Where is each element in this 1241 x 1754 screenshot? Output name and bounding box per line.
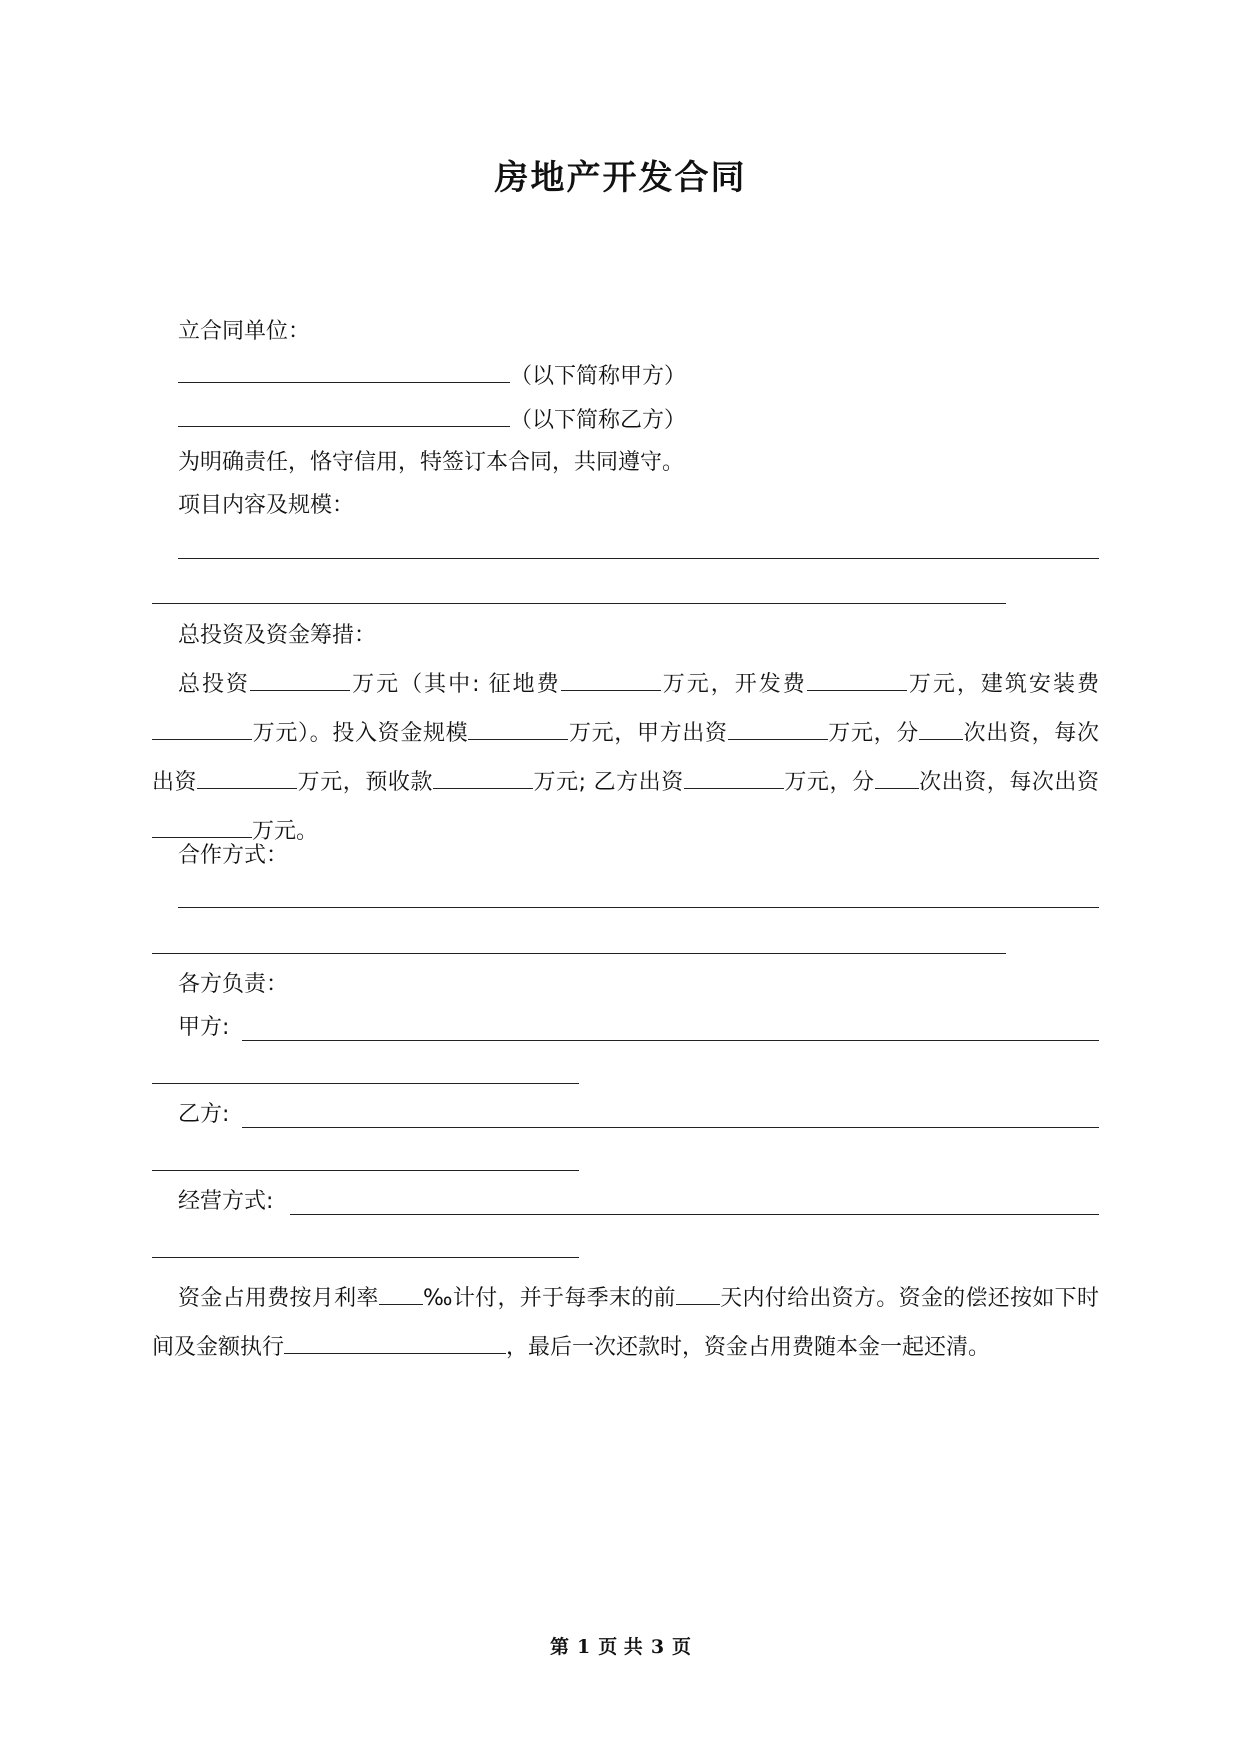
capital-fee-paragraph <box>152 1274 1099 1372</box>
party-b-installments-blank[interactable] <box>875 764 919 789</box>
monthly-rate-blank[interactable] <box>379 1280 423 1305</box>
party-a-responsibility-label: 甲方: <box>178 1015 230 1040</box>
investment-text: 万元，预收款 <box>297 770 433 795</box>
party-a-suffix: （以下简称甲方） <box>510 364 687 389</box>
party-b-capital-blank[interactable] <box>684 764 784 789</box>
days-blank[interactable] <box>676 1280 720 1305</box>
party-a-blank[interactable] <box>178 358 510 383</box>
party-a-line <box>178 358 686 393</box>
party-a-each-installment-blank[interactable] <box>197 764 297 789</box>
page-number-mid: 页 共 <box>598 1636 643 1658</box>
party-b-responsibility-label: 乙方: <box>178 1102 230 1127</box>
project-blank-line-2[interactable] <box>152 603 1006 604</box>
total-pages: 3 <box>650 1636 665 1658</box>
investment-text: 万元，建筑安装费 <box>906 672 1099 697</box>
fee-text: 天内付给出资方。资金的偿还按如下时间及金额执行 <box>152 1286 1099 1360</box>
cooperation-blank-line-1[interactable] <box>178 907 1099 908</box>
operation-blank-2[interactable] <box>152 1257 579 1258</box>
page-number-prefix: 第 <box>549 1636 569 1658</box>
investment-text: 总投资 <box>178 672 251 697</box>
investment-text: 次出资，每次出资 <box>918 770 1099 795</box>
land-fee-blank[interactable] <box>561 666 661 691</box>
party-a-responsibility-blank-1[interactable] <box>242 1040 1099 1041</box>
party-b-each-installment-blank[interactable] <box>152 813 252 838</box>
project-blank-line-1[interactable] <box>178 558 1099 559</box>
investment-text: 万元）。投入资金规模 <box>252 721 469 746</box>
responsibility-label: 各方负责： <box>178 972 289 997</box>
investment-text: 万元（其中: 征地费 <box>350 672 561 697</box>
advance-payment-blank[interactable] <box>433 764 533 789</box>
page-number <box>0 1632 1241 1659</box>
investment-text: 万元。 <box>252 819 319 844</box>
party-a-responsibility-blank-2[interactable] <box>152 1083 579 1084</box>
investment-text: 万元，分 <box>783 770 875 795</box>
party-a-capital-blank[interactable] <box>728 715 828 740</box>
investment-paragraph <box>152 660 1099 856</box>
party-a-installments-blank[interactable] <box>919 715 963 740</box>
page-number-suffix: 页 <box>672 1636 692 1658</box>
operation-label: 经营方式: <box>178 1189 274 1214</box>
investment-text: 万元，甲方出资 <box>568 721 728 746</box>
investment-scale-blank[interactable] <box>468 715 568 740</box>
current-page: 1 <box>576 1636 591 1658</box>
party-b-suffix: （以下简称乙方） <box>510 408 687 433</box>
cooperation-label: 合作方式： <box>178 843 289 868</box>
purpose-statement: 为明确责任，恪守信用，特签订本合同，共同遵守。 <box>178 450 685 475</box>
document-title: 房地产开发合同 <box>494 158 747 198</box>
project-label: 项目内容及规模： <box>178 493 355 518</box>
development-fee-blank[interactable] <box>807 666 907 691</box>
operation-blank-1[interactable] <box>290 1214 1099 1215</box>
investment-text: 万元，分 <box>827 721 919 746</box>
investment-label: 总投资及资金筹措： <box>178 623 377 648</box>
fee-text: ，最后一次还款时，资金占用费随本金一起还清。 <box>506 1335 991 1360</box>
cooperation-blank-line-2[interactable] <box>152 953 1006 954</box>
party-b-responsibility-blank-1[interactable] <box>242 1127 1099 1128</box>
investment-text: 次出资，每次出资 <box>152 721 1099 795</box>
investment-text: 万元，开发费 <box>660 672 807 697</box>
repayment-schedule-blank[interactable] <box>284 1329 506 1354</box>
fee-text: ‰计付，并于每季末的前 <box>422 1286 676 1311</box>
fee-text: 资金占用费按月利率 <box>178 1286 379 1311</box>
parties-label: 立合同单位： <box>178 319 311 344</box>
party-b-line <box>178 402 686 437</box>
construction-fee-blank[interactable] <box>152 715 252 740</box>
party-b-blank[interactable] <box>178 402 510 427</box>
investment-text: 万元; 乙方出资 <box>532 770 684 795</box>
party-b-responsibility-blank-2[interactable] <box>152 1170 579 1171</box>
total-investment-blank[interactable] <box>250 666 350 691</box>
